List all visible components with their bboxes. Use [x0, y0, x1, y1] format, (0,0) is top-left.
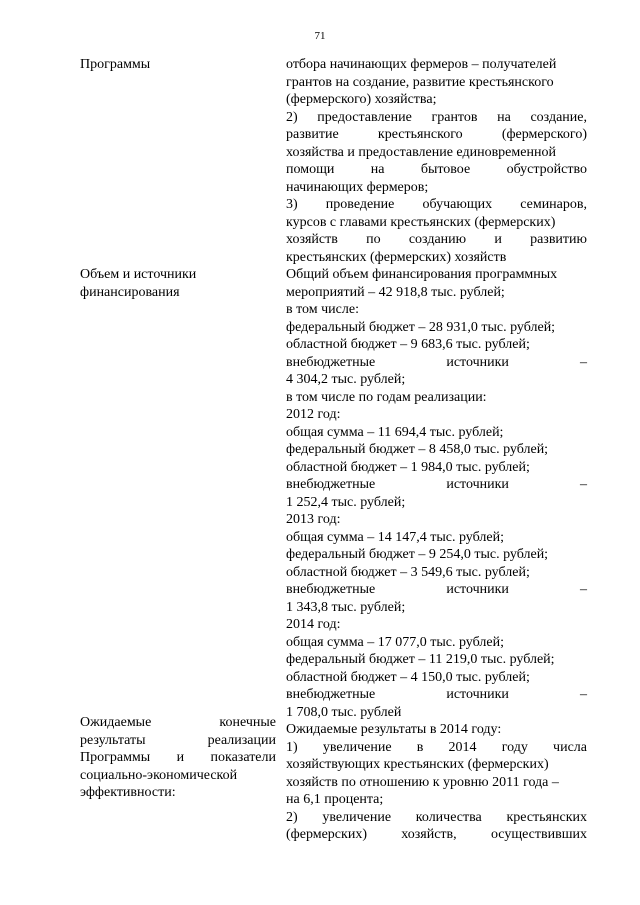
content-line: на 6,1 процента;	[286, 792, 384, 807]
content-line: курсов с главами крестьянских (фермерских)	[286, 214, 556, 230]
content-line: внебюджетные источники –	[286, 582, 587, 597]
content-line: общая сумма – 17 077,0 тыс. рублей;	[286, 634, 504, 650]
content-line: федеральный бюджет – 28 931,0 тыс. рублей;	[286, 319, 556, 335]
label-programs-line: Программы	[80, 57, 151, 72]
content-line: мероприятий – 42 918,8 тыс. рублей;	[286, 284, 505, 300]
content-line: грантов на создание, развитие крестьянского	[286, 74, 554, 90]
content-line: 1 252,4 тыс. рублей;	[286, 494, 406, 510]
content-line: областной бюджет – 1 984,0 тыс. рублей;	[286, 459, 530, 475]
content-line: общая сумма – 14 147,4 тыс. рублей;	[286, 529, 504, 545]
content-line: крестьянских (фермерских) хозяйств	[286, 249, 507, 265]
program-content	[286, 56, 587, 844]
content-line: Общий объем финансирования программных	[286, 267, 558, 282]
content-line: (фермерских) хозяйств, осуществивших	[286, 827, 587, 842]
content-line: областной бюджет – 9 683,6 тыс. рублей;	[286, 337, 530, 352]
label-results-line-1: Ожидаемые конечные	[80, 715, 276, 730]
content-line: федеральный бюджет – 11 219,0 тыс. рублей;	[286, 652, 555, 667]
content-line: 2) увеличение количества крестьянских	[286, 809, 587, 825]
content-line: 1) увеличение в 2014 году числа	[286, 739, 587, 755]
label-financing-line-2: финансирования	[80, 284, 180, 300]
content-line: федеральный бюджет – 8 458,0 тыс. рублей;	[286, 442, 549, 457]
content-line: областной бюджет – 3 549,6 тыс. рублей;	[286, 564, 530, 580]
content-line: внебюджетные источники –	[286, 354, 587, 370]
label-results-line-4: социально-экономической	[80, 767, 238, 783]
label-results	[80, 714, 276, 802]
content-line: 1 708,0 тыс. рублей	[286, 704, 402, 720]
label-results-line-3: Программы и показатели	[80, 750, 276, 765]
content-line: 4 304,2 тыс. рублей;	[286, 372, 406, 387]
content-line: Ожидаемые результаты в 2014 году:	[286, 722, 502, 737]
content-line: 3) проведение обучающих семинаров,	[286, 197, 587, 212]
content-line: в том числе:	[286, 302, 359, 317]
content-line: хозяйства и предоставление единовременной	[286, 144, 556, 160]
content-line: хозяйств по созданию и развитию	[286, 232, 587, 247]
label-programs	[80, 56, 276, 74]
content-line: (фермерского) хозяйства;	[286, 92, 437, 107]
content-line: 2012 год:	[286, 407, 341, 422]
content-line: начинающих фермеров;	[286, 179, 429, 195]
label-results-line-2: результаты реализации	[80, 732, 276, 748]
content-line: внебюджетные источники –	[286, 687, 587, 702]
content-line: в том числе по годам реализации:	[286, 389, 487, 405]
content-line: помощи на бытовое обустройство	[286, 162, 587, 177]
content-line: хозяйствующих крестьянских (фермерских)	[286, 757, 549, 772]
label-financing	[80, 266, 276, 301]
content-line: 2014 год:	[286, 617, 341, 632]
content-line: хозяйств по отношению к уровню 2011 года –	[286, 774, 559, 790]
content-line: отбора начинающих фермеров – получателей	[286, 57, 557, 72]
content-line: 2013 год:	[286, 512, 341, 527]
label-results-line-5: эффективности:	[80, 785, 176, 800]
content-line: общая сумма – 11 694,4 тыс. рублей;	[286, 424, 504, 440]
content-line: внебюджетные источники –	[286, 477, 587, 492]
content-line: областной бюджет – 4 150,0 тыс. рублей;	[286, 669, 530, 685]
content-line: 2) предоставление грантов на создание,	[286, 109, 587, 125]
content-line: развитие крестьянского (фермерского)	[286, 127, 587, 142]
label-financing-line-1: Объем и источники	[80, 267, 197, 282]
content-line: федеральный бюджет – 9 254,0 тыс. рублей;	[286, 547, 549, 562]
content-line: 1 343,8 тыс. рублей;	[286, 599, 406, 615]
page-number: 71	[314, 30, 326, 42]
